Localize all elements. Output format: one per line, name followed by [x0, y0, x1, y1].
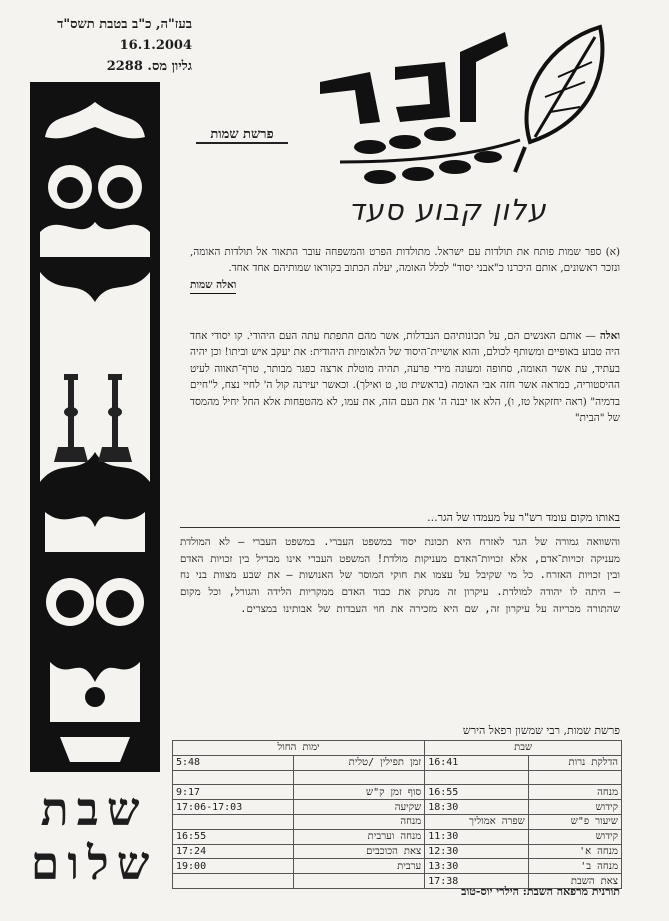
hebrew-date: בעז"ה, כ"ב בטבת תשס"ד — [57, 17, 192, 32]
article-paragraph-2 — [190, 328, 620, 426]
cell: 16:41 — [425, 755, 528, 770]
cell: צאת הכוכבים — [293, 844, 424, 859]
cell: 16:55 — [173, 829, 294, 844]
divider — [180, 527, 620, 528]
cell — [173, 770, 294, 785]
cell: מנחה א' — [528, 844, 621, 859]
candle-panel — [40, 272, 150, 482]
table-header-row — [173, 741, 622, 756]
cell — [173, 814, 294, 829]
issue-meta — [22, 14, 192, 77]
cell: 12:30 — [425, 844, 528, 859]
paragraph-text: ספר שמות פותח את תולדות עם ישראל. מתולדות הפרט והמשפחה עובר התאור אל תולדות האומה, ונזכר ראשונים, אותם היכרנו כ"אבני יסוד" לכלל האומה, יעלה הכתוב בקוראו שמותיהם אחד אחד. — [190, 246, 620, 275]
table-row — [173, 755, 622, 770]
gregorian-date: 16.1.2004 — [119, 38, 192, 53]
table-row — [173, 829, 622, 844]
cell — [293, 770, 424, 785]
cell: מנחה — [528, 785, 621, 800]
article-paragraph-3: והשוואה גמורה של הגר לאזרח היא תכונת יסוד במשפט העברי. במשפט העברי — לא המולדת מעניקה זכויות־אדם, אלא זכויות־האדם מעניקות מולדת! המשפט העברי אינו מבדיל בין זכויות האדם ובין זכויות האזרח. כל מי שקיבל על עצמו את חוקי המוסר של האנושות — את שבע מצוות בני נח — היתה לו יהודה למולדת. עיקרון זה מנתק את כבוד האדם ממקריות הלידה והגורל, וכל מקום שהתורה מכריזה על עיקרון זה, שם היא מזכירה את חוי העבדות של אבותינו במצרים. — [180, 536, 620, 615]
footer-duty-nurse: תורנית מרפאה השבת: הילרי יוס-טוב — [461, 885, 620, 898]
alim-logo — [300, 12, 620, 202]
paragraph-lead: ואלה — [599, 330, 620, 342]
section-header: באותו מקום עומד רש"ר על מעמדו של הגר... — [427, 511, 620, 524]
greeting-line-2: שלום — [30, 836, 158, 890]
cell: 18:30 — [425, 800, 528, 815]
article-paragraph-1 — [190, 244, 620, 294]
cell — [425, 770, 528, 785]
table-row — [173, 785, 622, 800]
paragraph-label: (א) — [605, 246, 620, 258]
cell: 17:38 — [425, 874, 528, 889]
table-row — [173, 770, 622, 785]
paragraph-text: — אותם האנשים הם, על תכונותיהם הנבדלות, אשר מהם התפתח עתה העם היהודי. קו יסודי אחד היה טבוע באופיים ומשותף לכולם, והוא אושיית־היסוד של הלאומיות היהודית: את יעקב איש וביתו! וכן יהיה בעתיד, עת אשר האומה, סחופה ומעונה מידי פרעה, תהיה מוטלת ארצה כפגר מבותר, טרף־תאווה לעיט ההיסטוריה, כמראה אשר חזה אבי האומה (בראשית טו, ט ואילך). וכאשר יעירנה קול ה' לחיי נצח, ל"חיים בדמיה" (ראה יחזקאל טז, ו), הלא או יבנה ה' את העם הזה, את עמו, לא מהטפחות אלא החל יחיל מהמסד של "הבית" — [190, 330, 620, 425]
cell: שקיעה — [293, 800, 424, 815]
leaf-icon — [515, 27, 602, 172]
cell: מנחה ב' — [528, 859, 621, 874]
logo-title: עלים — [300, 12, 302, 13]
schedule-table — [172, 740, 622, 889]
cell — [528, 770, 621, 785]
shabbat-shalom-greeting — [18, 782, 170, 890]
cell: הדלקת נרות — [528, 755, 621, 770]
cell: סוף זמן ק"ש — [293, 785, 424, 800]
cell: קידוש — [528, 829, 621, 844]
cell: 17:06-17:03 — [173, 800, 294, 815]
cell: צאת השבת — [528, 874, 621, 889]
cell: מנחה וערבית — [293, 829, 424, 844]
cell: 11:30 — [425, 829, 528, 844]
paragraph-heading: ואלה שמות — [190, 277, 236, 294]
source-caption: פרשת שמות, רבי שמשון רפאל הירש — [462, 724, 620, 737]
cell: שיעור פ"ש — [528, 814, 621, 829]
cell: קידוש — [528, 800, 621, 815]
parasha-heading: פרשת שמות — [196, 126, 288, 144]
cell: 19:00 — [173, 859, 294, 874]
header-shabbat: שבת — [425, 741, 622, 756]
table-row — [173, 800, 622, 815]
decorative-column — [30, 82, 160, 772]
branch-icon — [340, 127, 520, 184]
cell: 5:48 — [173, 755, 294, 770]
greeting-line-1: שבת — [40, 782, 148, 836]
cell: ערבית — [293, 859, 424, 874]
header-weekdays: ימות החול — [173, 741, 425, 756]
table-row — [173, 844, 622, 859]
cell: שפרה אמוליך — [425, 814, 528, 829]
cell: מנחה — [293, 814, 424, 829]
cell: 17:24 — [173, 844, 294, 859]
cell: 16:55 — [425, 785, 528, 800]
cell: זמן תפילין /טלית — [293, 755, 424, 770]
issue-number: גליון מס. 2288 — [106, 59, 192, 74]
table-row — [173, 814, 622, 829]
logo-letters — [320, 32, 508, 124]
cell: 13:30 — [425, 859, 528, 874]
table-row — [173, 859, 622, 874]
cell: 9:17 — [173, 785, 294, 800]
newsletter-subtitle: עלון קבוע סעד — [348, 193, 547, 227]
